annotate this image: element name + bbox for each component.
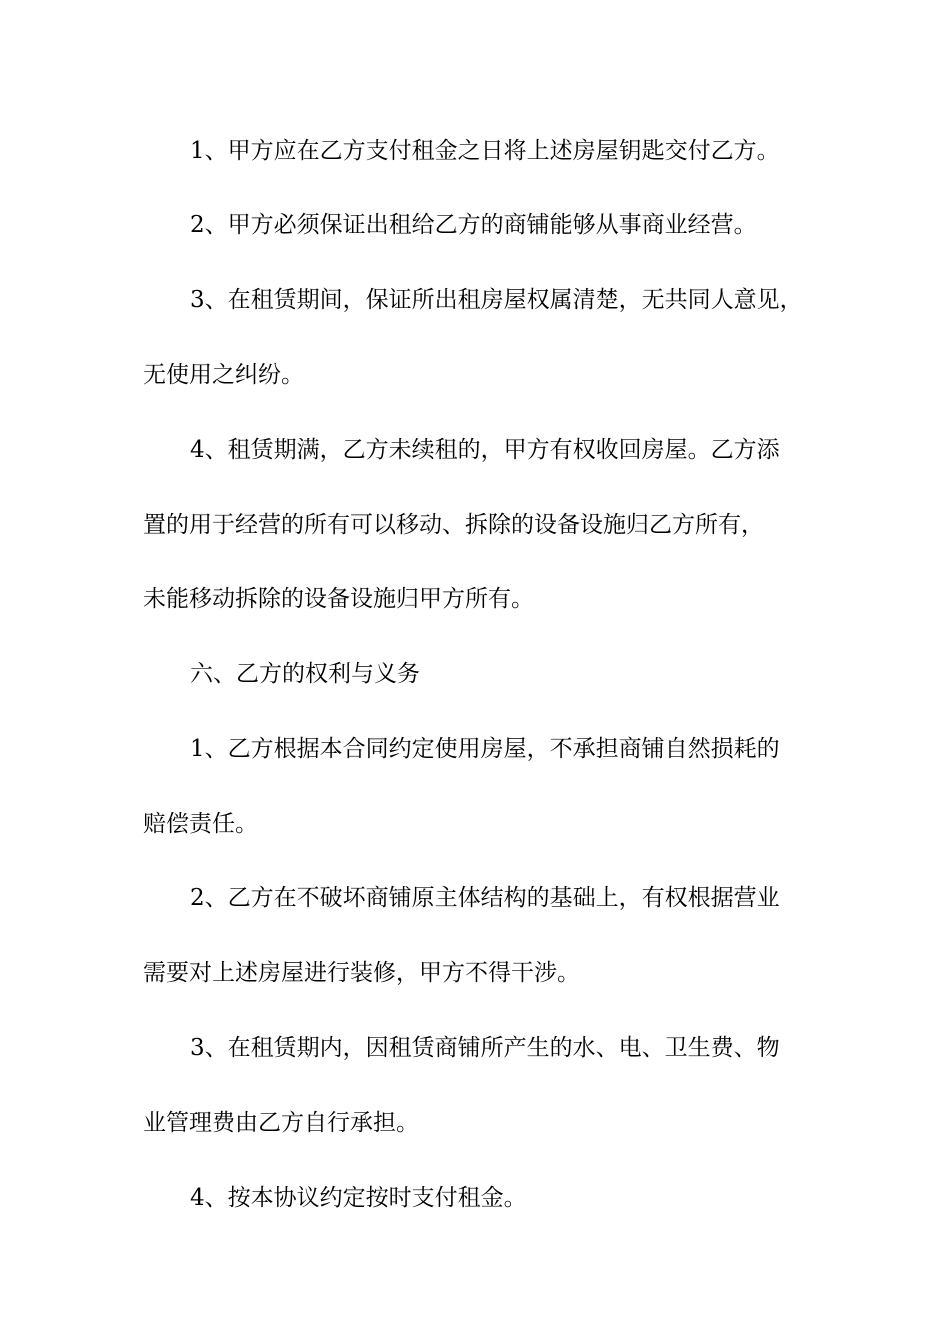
section6-clause-2-line-2: 需要对上述房屋进行装修，甲方不得干涉。 [143,960,580,986]
clause-4-line-3: 未能移动拆除的设备设施归甲方所有。 [143,586,534,612]
section6-clause-3-line-1: 3、在租赁期内，因租赁商铺所产生的水、电、卫生费、物 [190,1035,780,1061]
clause-1-line: 1、甲方应在乙方支付租金之日将上述房屋钥匙交付乙方。 [190,138,780,164]
section6-clause-3-line-2: 业管理费由乙方自行承担。 [143,1110,419,1136]
section6-clause-2-line-1: 2、乙方在不破坏商铺原主体结构的基础上，有权根据营业 [190,885,780,911]
section6-clause-4-line: 4、按本协议约定按时支付租金。 [190,1185,527,1211]
clause-3-line-2: 无使用之纠纷。 [143,362,304,388]
clause-4-line-1: 4、租赁期满，乙方未续租的，甲方有权收回房屋。乙方添 [190,437,780,463]
section-heading: 六、乙方的权利与义务 [190,661,420,687]
section6-clause-1-line-1: 1、乙方根据本合同约定使用房屋，不承担商铺自然损耗的 [190,736,780,762]
clause-3-line-1: 3、在租赁期间，保证所出租房屋权属清楚，无共同人意见， [190,287,803,313]
clause-4-line-2: 置的用于经营的所有可以移动、拆除的设备设施归乙方所有， [143,512,764,538]
section6-clause-1-line-2: 赔偿责任。 [143,811,258,837]
clause-2-line: 2、甲方必须保证出租给乙方的商铺能够从事商业经营。 [190,212,757,238]
